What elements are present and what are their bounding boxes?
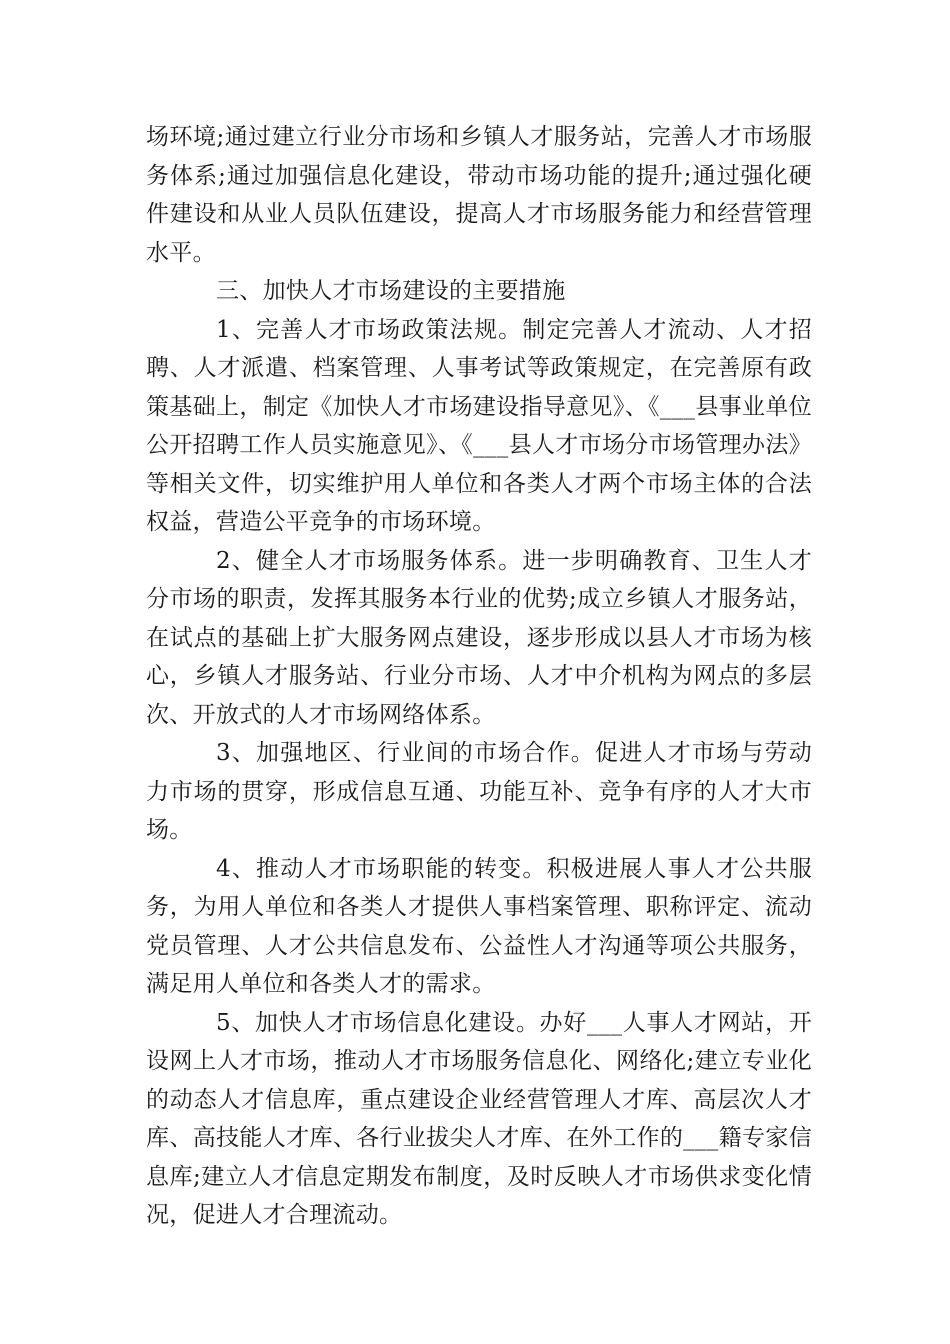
document-body [146,118,812,1235]
paragraph-continuation: 场环境;通过建立行业分市场和乡镇人才服务站，完善人才市场服务体系;通过加强信息化建设，带动市场功能的提升;通过强化硬件建设和从业人员队伍建设，提高人才市场服务能力和经营管理水平。 [146,124,812,266]
paragraph-item-5: 5、加快人才市场信息化建设。办好___人事人才网站，开设网上人才市场，推动人才市场服务信息化、网络化;建立专业化的动态人才信息库，重点建设企业经营管理人才库、高层次人才库、高技能人才库、各行业拔尖人才库、在外工作的___籍专家信息库;建立人才信息定期发布制度，及时反映人才市场供求变化情况，促进人才合理流动。 [146,1009,812,1228]
paragraph-item-3: 3、加强地区、行业间的市场合作。促进人才市场与劳动力市场的贯穿，形成信息互通、功能互补、竞争有序的人才大市场。 [146,740,812,843]
paragraph-item-4: 4、推动人才市场职能的转变。积极进展人事人才公共服务，为用人单位和各类人才提供人事档案管理、职称评定、流动党员管理、人才公共信息发布、公益性人才沟通等项公共服务，满足用人单位和各类人才的需求。 [146,855,812,997]
paragraph-item-2: 2、健全人才市场服务体系。进一步明确教育、卫生人才分市场的职责，发挥其服务本行业的优势;成立乡镇人才服务站，在试点的基础上扩大服务网点建设，逐步形成以县人才市场为核心，乡镇人才服务站、行业分市场、人才中介机构为网点的多层次、开放式的人才市场网络体系。 [146,547,812,728]
section-heading: 三、加快人才市场建设的主要措施 [216,278,566,304]
paragraph-item-1: 1、完善人才市场政策法规。制定完善人才流动、人才招聘、人才派遣、档案管理、人事考试等政策规定，在完善原有政策基础上，制定《加快人才市场建设指导意见》、《___县事业单位公开招聘工作人员实施意见》、《___县人才市场分市场管理办法》等相关文件，切实维护用人单位和各类人才两个市场主体的合法权益，营造公平竞争的市场环境。 [146,316,812,535]
